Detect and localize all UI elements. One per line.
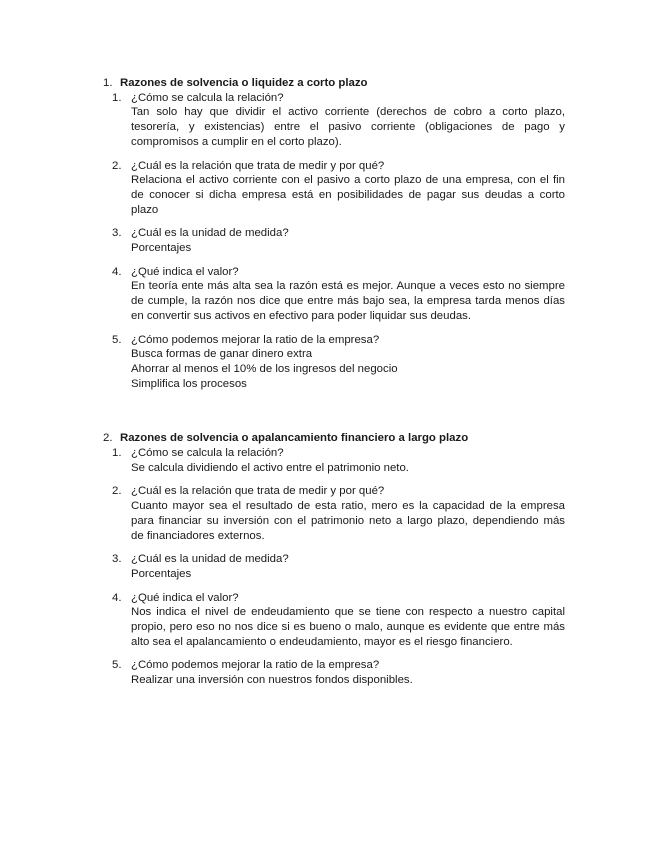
- item-answer-line: para financiar su inversión con el patrimonio neto a largo plazo, dependiendo más: [131, 514, 565, 527]
- item-body: [131, 484, 565, 543]
- list-item: [0, 91, 655, 150]
- item-question: ¿Cómo podemos mejorar la ratio de la empresa?: [131, 333, 380, 346]
- item-answer-line: tesorería, y existencias) entre el pasivo corriente (obligaciones de pago y: [131, 121, 565, 134]
- item-answer-line: Busca formas de ganar dinero extra: [131, 348, 313, 361]
- item-question: ¿Cuál es la relación que trata de medir y por qué?: [131, 485, 385, 498]
- item-question: ¿Qué indica el valor?: [131, 591, 239, 604]
- list-item: [0, 333, 655, 392]
- section-title: Razones de solvencia o apalancamiento financiero a largo plazo: [120, 432, 469, 445]
- list-item: [0, 446, 655, 475]
- item-number: 2.: [112, 485, 122, 498]
- item-body: [131, 226, 565, 255]
- item-answer-line: Ahorrar al menos el 10% de los ingresos del negocio: [131, 362, 398, 375]
- item-number: 2.: [112, 159, 122, 172]
- item-body: [131, 446, 565, 475]
- item-question: ¿Cuál es la unidad de medida?: [131, 553, 289, 566]
- item-number: 1.: [112, 447, 122, 460]
- item-answer-line: Realizar una inversión con nuestros fondos disponibles.: [131, 674, 413, 687]
- item-answer-line: Cuanto mayor sea el resultado de esta ratio, mero es la capacidad de la empresa: [131, 500, 565, 513]
- item-body: [131, 265, 565, 324]
- item-number: 4.: [112, 591, 122, 604]
- item-answer-line: En teoría ente más alta sea la razón está es mejor. Aunque a veces esto no siempre: [131, 280, 565, 293]
- item-body: [131, 658, 565, 687]
- item-body: [131, 159, 565, 218]
- item-answer-line: Se calcula dividiendo el activo entre el patrimonio neto.: [131, 461, 409, 474]
- section-title: Razones de solvencia o liquidez a corto plazo: [120, 77, 368, 89]
- item-question: ¿Cuál es la relación que trata de medir y por qué?: [131, 159, 385, 172]
- item-body: [131, 552, 565, 581]
- list-item: [0, 484, 655, 543]
- list-item: [0, 226, 655, 255]
- section-2: [0, 431, 655, 688]
- item-number: 1.: [112, 91, 122, 104]
- list-item: [0, 159, 655, 218]
- item-question: ¿Cuál es la unidad de medida?: [131, 227, 289, 240]
- section-number: 2.: [103, 432, 113, 445]
- section-number: 1.: [103, 77, 113, 89]
- item-question: ¿Qué indica el valor?: [131, 265, 239, 278]
- document-page: [0, 76, 655, 728]
- item-number: 5.: [112, 659, 122, 672]
- item-answer-line: Porcentajes: [131, 242, 192, 255]
- item-answer-line: Porcentajes: [131, 567, 192, 580]
- item-number: 4.: [112, 265, 122, 278]
- item-answer-line: Tan solo hay que dividir el activo corriente (derechos de cobro a corto plazo,: [131, 106, 565, 119]
- item-answer-line: alto sea el apalancamiento o endeudamiento, mayor es el riesgo financiero.: [131, 635, 513, 648]
- item-answer-line: propio, pero eso no nos dice si es bueno o malo, aunque es evidente que entre más: [131, 621, 565, 634]
- item-question: ¿Cómo podemos mejorar la ratio de la empresa?: [131, 659, 380, 672]
- list-item: [0, 552, 655, 581]
- item-answer-line: Simplifica los procesos: [131, 377, 247, 390]
- item-answer-line: compromisos a cumplir en el corto plazo).: [131, 135, 342, 148]
- item-number: 3.: [112, 227, 122, 240]
- item-answer-line: plazo: [131, 203, 159, 216]
- item-answer-line: Relaciona el activo corriente con el pasivo a corto plazo de una empresa, con el fin: [131, 174, 565, 187]
- item-body: [131, 91, 565, 150]
- item-answer-line: de financiadores externos.: [131, 529, 265, 542]
- item-question: ¿Cómo se calcula la relación?: [131, 91, 284, 104]
- section-heading: [0, 76, 655, 91]
- item-question: ¿Cómo se calcula la relación?: [131, 447, 284, 460]
- item-answer-line: en convertir sus activos en efectivo para poder liquidar sus deudas.: [131, 309, 472, 322]
- item-body: [131, 333, 565, 392]
- list-item: [0, 591, 655, 650]
- item-number: 3.: [112, 553, 122, 566]
- section-1: [0, 76, 655, 391]
- item-answer-line: de cumple, la razón nos dice que entre más bajo sea, la empresa tarda menos días: [131, 295, 565, 308]
- list-item: [0, 265, 655, 324]
- item-answer-line: de conocer si dicha empresa está en posibilidades de pagar sus deudas a corto: [131, 188, 565, 201]
- list-item: [0, 658, 655, 687]
- item-number: 5.: [112, 333, 122, 346]
- item-body: [131, 591, 565, 650]
- item-answer-line: Nos indica el nivel de endeudamiento que se tiene con respecto a nuestro capital: [131, 606, 565, 619]
- section-heading: [0, 431, 655, 446]
